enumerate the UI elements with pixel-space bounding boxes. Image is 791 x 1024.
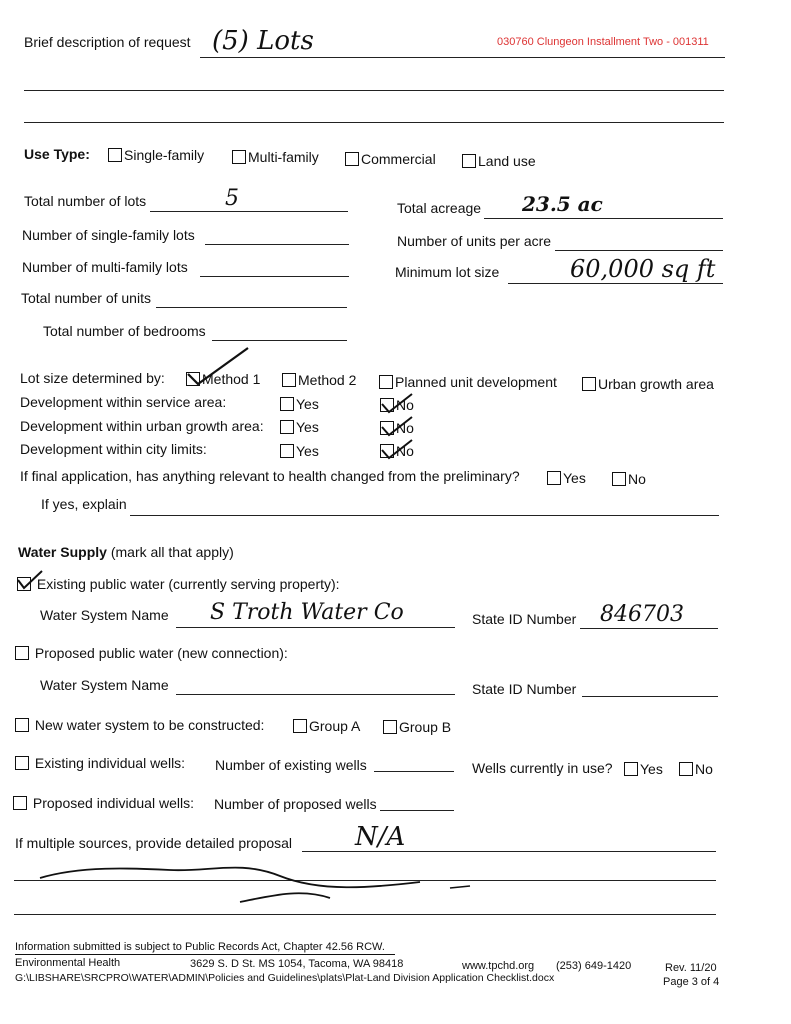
footer-website[interactable]: www.tpchd.org bbox=[462, 960, 535, 972]
checkbox-icon[interactable] bbox=[462, 154, 476, 168]
total-bedrooms-label: Total number of bedrooms bbox=[43, 323, 206, 339]
checkbox-icon[interactable] bbox=[379, 375, 393, 389]
checkbox-icon[interactable] bbox=[624, 762, 638, 776]
state-id-label: State ID Number bbox=[472, 611, 577, 627]
min-lot-size-line[interactable] bbox=[508, 283, 723, 284]
lot-size-uga-label: Urban growth area bbox=[598, 376, 714, 392]
checkmark-icon bbox=[380, 392, 420, 416]
group-b-option[interactable] bbox=[383, 719, 451, 735]
use-type-land-use-label: Land use bbox=[478, 153, 536, 169]
strike-through-scribble bbox=[40, 858, 520, 908]
units-per-acre-label: Number of units per acre bbox=[397, 233, 552, 249]
checkbox-icon[interactable] bbox=[15, 756, 29, 770]
lot-size-method-2[interactable] bbox=[282, 372, 356, 388]
lot-size-uga[interactable] bbox=[582, 376, 714, 392]
water-system-name-line-2[interactable] bbox=[176, 694, 455, 695]
total-lots-label: Total number of lots bbox=[24, 193, 147, 209]
state-id-line[interactable] bbox=[580, 628, 718, 629]
explain-label: If yes, explain bbox=[41, 496, 127, 512]
checkbox-icon[interactable] bbox=[108, 148, 122, 162]
service-area-yes-label: Yes bbox=[296, 396, 319, 412]
checkbox-icon[interactable] bbox=[383, 720, 397, 734]
water-system-name-line[interactable] bbox=[176, 627, 455, 628]
group-b-label: Group B bbox=[399, 719, 452, 735]
footer-page-number: Page 3 of 4 bbox=[663, 976, 720, 988]
state-id-label-2: State ID Number bbox=[472, 681, 577, 697]
num-existing-wells-line[interactable] bbox=[374, 771, 454, 772]
proposed-public-water[interactable] bbox=[15, 645, 288, 661]
checkbox-icon[interactable] bbox=[15, 646, 29, 660]
total-acreage-value: 23.5 ac bbox=[522, 192, 603, 216]
urban-growth-no-label: No bbox=[396, 420, 414, 436]
total-lots-line[interactable] bbox=[150, 211, 348, 212]
urban-growth-yes[interactable] bbox=[280, 419, 319, 435]
proposed-wells[interactable] bbox=[13, 795, 194, 811]
final-app-yes[interactable] bbox=[547, 470, 586, 486]
checkbox-icon[interactable] bbox=[547, 471, 561, 485]
brief-extra-line-1 bbox=[24, 90, 724, 91]
total-acreage-line[interactable] bbox=[484, 218, 723, 219]
city-limits-yes[interactable] bbox=[280, 443, 319, 459]
single-family-lots-label: Number of single-family lots bbox=[22, 227, 195, 243]
water-supply-subtitle: (mark all that apply) bbox=[110, 544, 234, 560]
lot-size-method-1-label: Method 1 bbox=[202, 371, 261, 387]
final-app-label: If final application, has anything relevant to health changed from the preliminary? bbox=[20, 468, 520, 484]
group-a-label: Group A bbox=[309, 718, 361, 734]
use-type-single-family[interactable] bbox=[108, 147, 204, 163]
use-type-multi-family[interactable] bbox=[232, 149, 319, 165]
total-bedrooms-line[interactable] bbox=[212, 340, 347, 341]
existing-public-water[interactable] bbox=[17, 576, 340, 592]
brief-description-label: Brief description of request bbox=[24, 34, 191, 50]
checkbox-icon[interactable] bbox=[293, 719, 307, 733]
water-system-name-label: Water System Name bbox=[40, 607, 169, 623]
service-area-label: Development within service area: bbox=[20, 394, 227, 410]
lot-size-pud-label: Planned unit development bbox=[395, 374, 557, 390]
checkbox-icon[interactable] bbox=[280, 397, 294, 411]
lot-size-pud[interactable] bbox=[379, 374, 557, 390]
total-units-line[interactable] bbox=[156, 307, 347, 308]
final-app-no-label: No bbox=[628, 471, 646, 487]
checkbox-icon[interactable] bbox=[282, 373, 296, 387]
footer-department: Environmental Health bbox=[15, 957, 121, 969]
checkmark-icon bbox=[380, 438, 420, 462]
multiple-sources-line-3[interactable] bbox=[14, 914, 716, 915]
wells-in-use-no-label: No bbox=[695, 761, 713, 777]
multi-family-lots-line[interactable] bbox=[200, 276, 349, 277]
multi-family-lots-label: Number of multi-family lots bbox=[22, 259, 188, 275]
new-water-system[interactable] bbox=[15, 717, 264, 733]
footer-phone: (253) 649-1420 bbox=[556, 960, 632, 972]
explain-line[interactable] bbox=[130, 515, 719, 516]
state-id-value: 846703 bbox=[600, 602, 684, 627]
checkbox-icon[interactable] bbox=[280, 444, 294, 458]
city-limits-yes-label: Yes bbox=[296, 443, 319, 459]
num-existing-wells-label: Number of existing wells bbox=[215, 757, 367, 773]
min-lot-size-label: Minimum lot size bbox=[395, 264, 500, 280]
multiple-sources-label: If multiple sources, provide detailed proposal bbox=[15, 835, 293, 851]
footer-revision: Rev. 11/20 bbox=[665, 962, 717, 974]
lot-size-method-2-label: Method 2 bbox=[298, 372, 357, 388]
checkbox-icon[interactable] bbox=[612, 472, 626, 486]
water-system-name-label-2: Water System Name bbox=[40, 677, 169, 693]
existing-wells[interactable] bbox=[15, 755, 185, 771]
service-area-yes[interactable] bbox=[280, 396, 319, 412]
wells-in-use-label: Wells currently in use? bbox=[472, 760, 613, 776]
checkbox-icon[interactable] bbox=[232, 150, 246, 164]
proposed-wells-label: Proposed individual wells: bbox=[32, 795, 194, 811]
brief-extra-line-2 bbox=[24, 122, 724, 123]
single-family-lots-line[interactable] bbox=[205, 244, 349, 245]
urban-growth-yes-label: Yes bbox=[296, 419, 319, 435]
checkbox-icon[interactable] bbox=[15, 718, 29, 732]
wells-in-use-no[interactable] bbox=[679, 761, 713, 777]
lot-size-label: Lot size determined by: bbox=[20, 370, 165, 386]
water-supply-title: Water Supply bbox=[18, 544, 107, 560]
existing-wells-label: Existing individual wells: bbox=[34, 755, 186, 771]
footer-rule bbox=[15, 954, 395, 955]
total-acreage-label: Total acreage bbox=[397, 200, 482, 216]
use-type-land-use[interactable] bbox=[462, 153, 536, 169]
document-reference: 030760 Clungeon Installment Two - 001311 bbox=[497, 36, 709, 48]
state-id-line-2[interactable] bbox=[582, 696, 718, 697]
units-per-acre-line[interactable] bbox=[555, 250, 723, 251]
multiple-sources-value: N/A bbox=[355, 822, 406, 852]
checkbox-icon[interactable] bbox=[280, 420, 294, 434]
min-lot-size-value: 60,000 sq ft bbox=[570, 255, 716, 283]
num-proposed-wells-line[interactable] bbox=[380, 810, 454, 811]
total-units-label: Total number of units bbox=[21, 290, 151, 306]
footer-file-path: G:\LIBSHARE\SRCPRO\WATER\ADMIN\Policies and Guidelines\plats\Plat-Land Division Application Checklist.docx bbox=[15, 972, 555, 984]
use-type-multi-family-label: Multi-family bbox=[248, 149, 319, 165]
water-supply-heading bbox=[18, 544, 234, 560]
final-app-no[interactable] bbox=[612, 471, 646, 487]
checkbox-icon[interactable] bbox=[679, 762, 693, 776]
checkbox-icon[interactable] bbox=[582, 377, 596, 391]
final-app-yes-label: Yes bbox=[563, 470, 586, 486]
group-a-option[interactable] bbox=[293, 718, 360, 734]
wells-in-use-yes[interactable] bbox=[624, 761, 663, 777]
service-area-no-label: No bbox=[396, 397, 414, 413]
city-limits-label: Development within city limits: bbox=[20, 441, 207, 457]
use-type-single-family-label: Single-family bbox=[124, 147, 205, 163]
checkbox-icon[interactable] bbox=[345, 152, 359, 166]
use-type-commercial[interactable] bbox=[345, 151, 436, 167]
city-limits-no-label: No bbox=[396, 443, 414, 459]
urban-growth-label: Development within urban growth area: bbox=[20, 418, 264, 434]
use-type-commercial-label: Commercial bbox=[361, 151, 436, 167]
brief-description-line bbox=[200, 57, 725, 58]
checkmark-icon bbox=[380, 415, 420, 439]
checkmark-icon bbox=[186, 346, 256, 386]
new-water-system-label: New water system to be constructed: bbox=[34, 717, 265, 733]
brief-description-value[interactable]: (5) Lots bbox=[212, 26, 314, 56]
total-lots-value: 5 bbox=[225, 186, 239, 211]
wells-in-use-yes-label: Yes bbox=[640, 761, 663, 777]
proposed-public-water-label: Proposed public water (new connection): bbox=[34, 645, 288, 661]
existing-public-water-label: Existing public water (currently serving property): bbox=[36, 576, 340, 592]
num-proposed-wells-label: Number of proposed wells bbox=[214, 796, 377, 812]
water-system-name-value: S Troth Water Co bbox=[210, 600, 404, 625]
use-type-label: Use Type: bbox=[24, 146, 90, 162]
checkbox-icon[interactable] bbox=[13, 796, 27, 810]
checkmark-icon bbox=[16, 568, 46, 592]
public-records-notice: Information submitted is subject to Public Records Act, Chapter 42.56 RCW. bbox=[15, 941, 385, 953]
footer-address: 3629 S. D St. MS 1054, Tacoma, WA 98418 bbox=[190, 958, 404, 970]
